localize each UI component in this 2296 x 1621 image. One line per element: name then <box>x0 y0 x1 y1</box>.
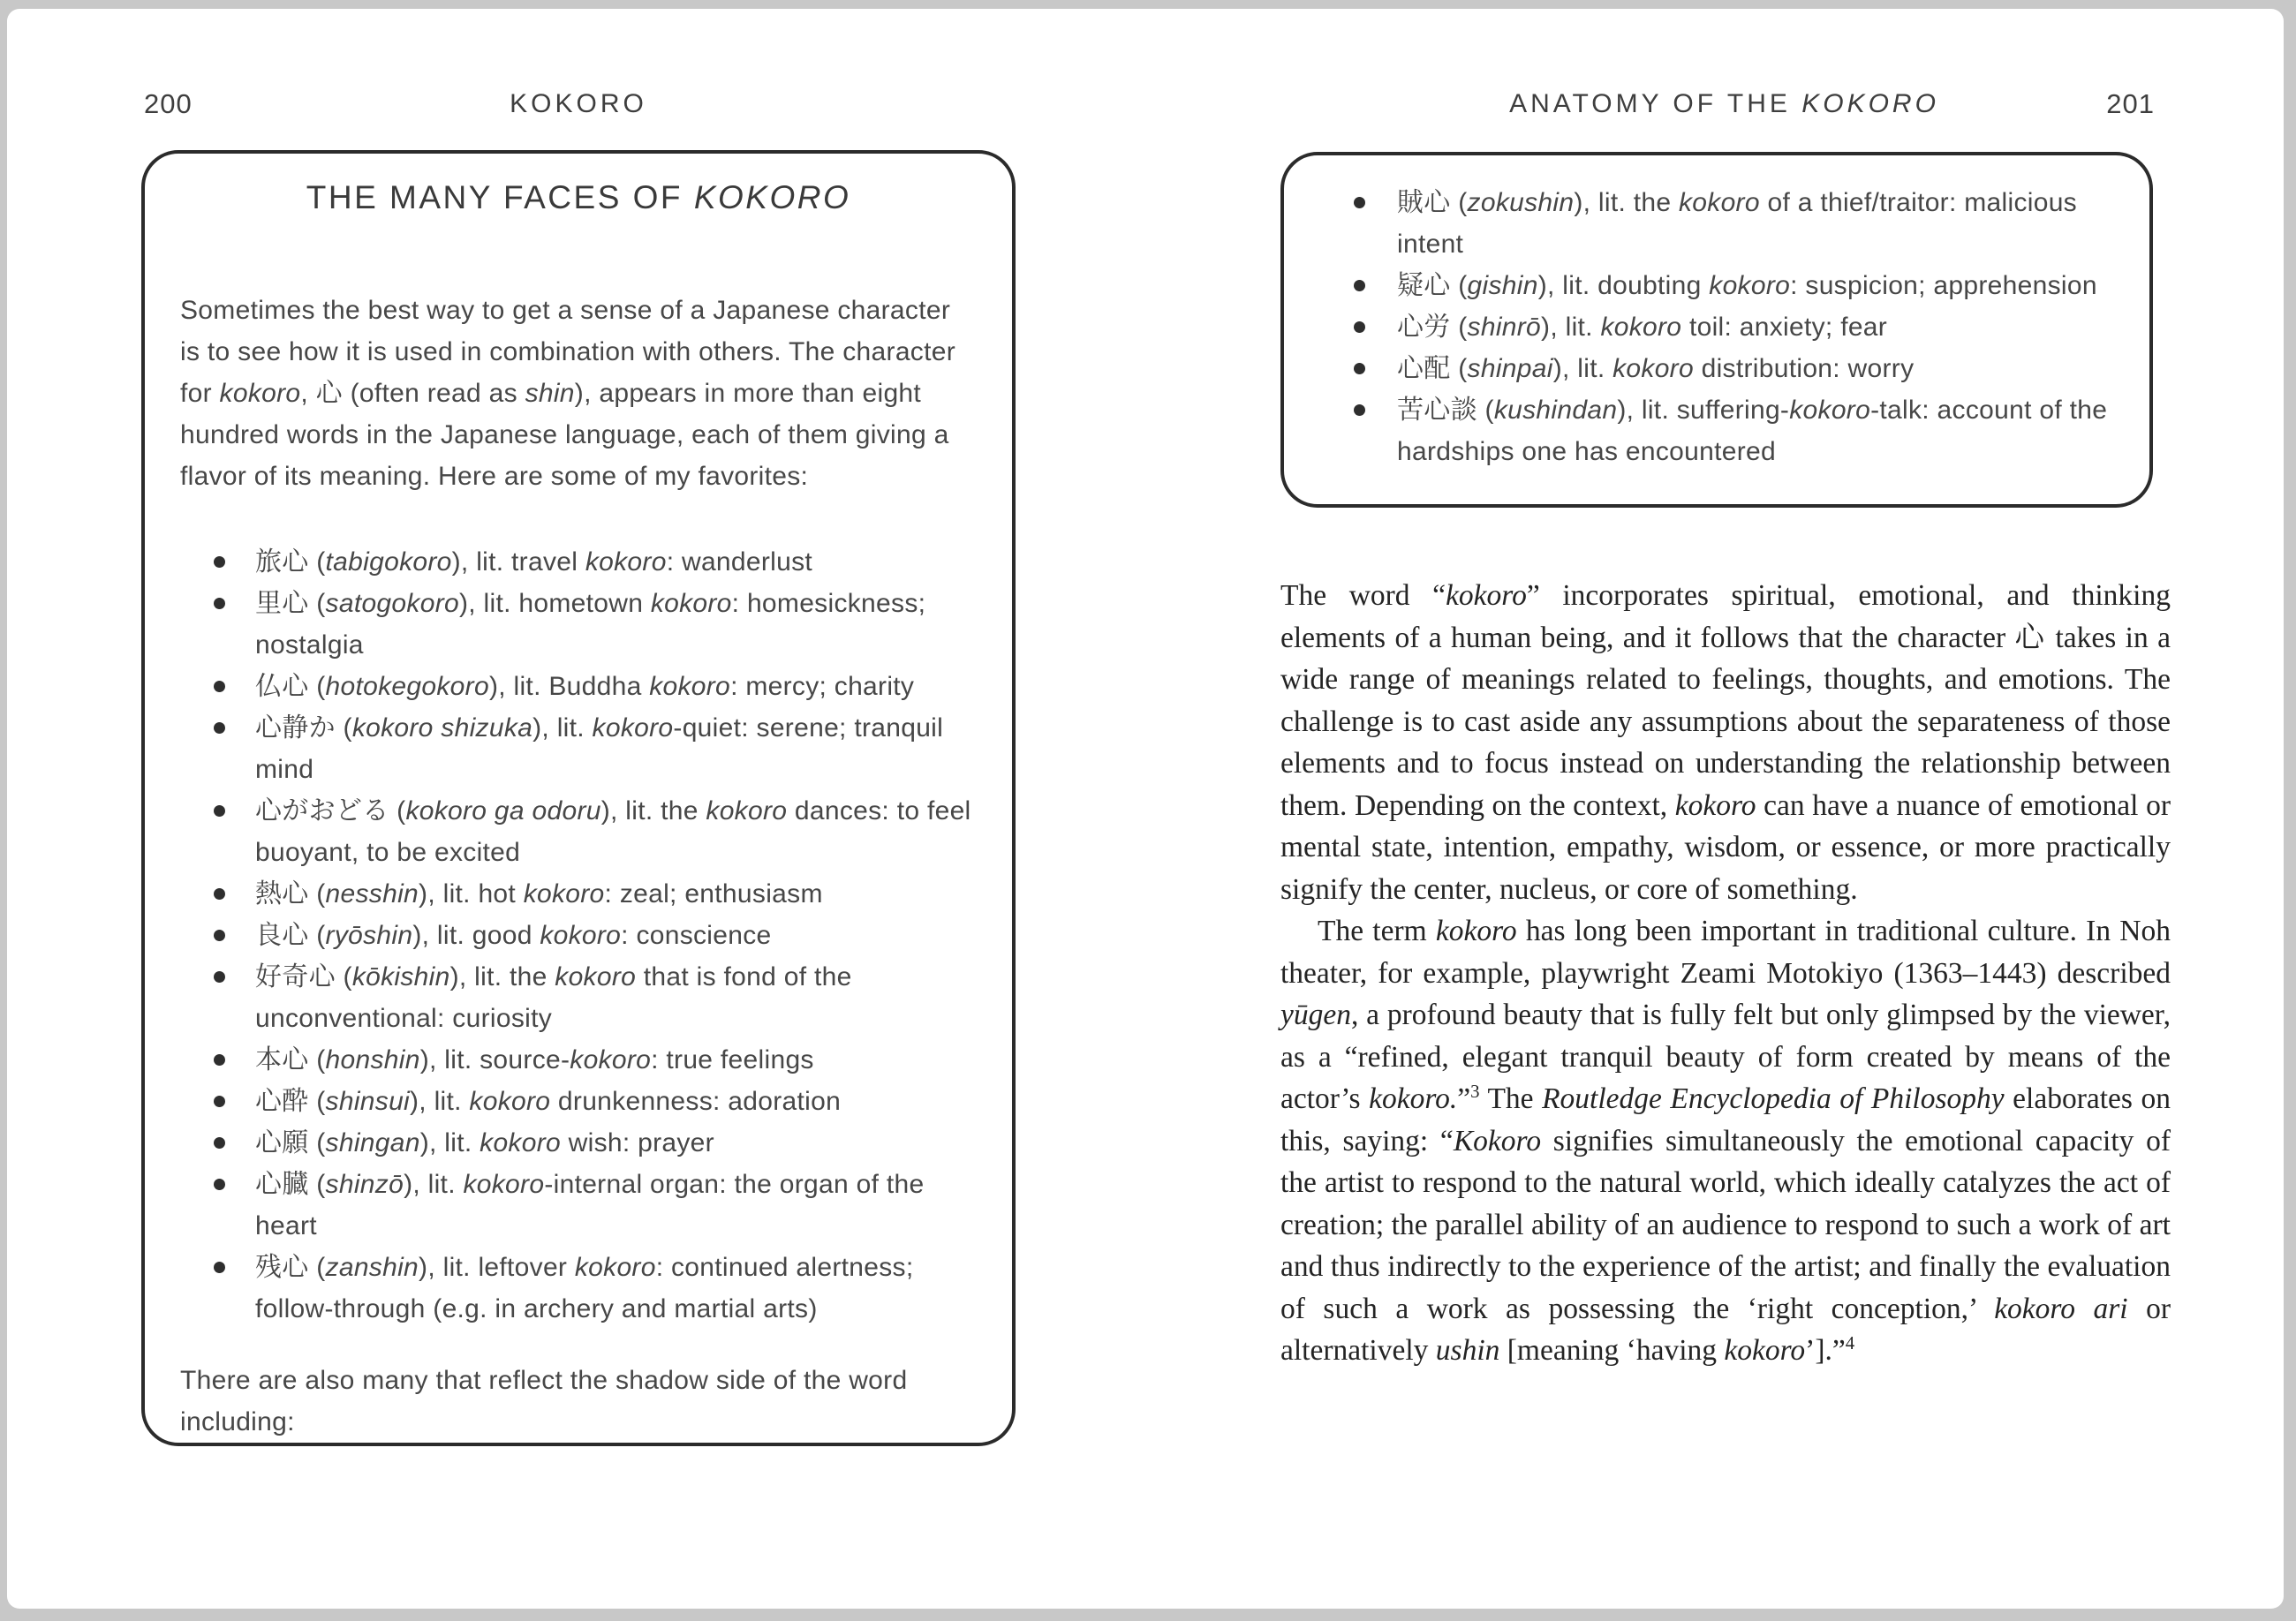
many-faces-box <box>141 150 1016 1446</box>
page-number-right: 201 <box>2106 88 2155 119</box>
body-text <box>1280 575 2171 1372</box>
kokoro-word-item: 心臓 (shinzō), lit. kokoro-internal organ: the organ of the heart <box>180 1164 977 1247</box>
kokoro-word-item: 旅心 (tabigokoro), lit. travel kokoro: wanderlust <box>180 541 977 583</box>
kokoro-word-item: 心願 (shingan), lit. kokoro wish: prayer <box>180 1122 977 1164</box>
shadow-word-item: 賊心 (zokushin), lit. the kokoro of a thief/traitor: malicious intent <box>1325 182 2118 265</box>
kokoro-words-list <box>180 541 977 1330</box>
kokoro-word-item: 好奇心 (kōkishin), lit. the kokoro that is fond of the unconventional: curiosity <box>180 956 977 1039</box>
kokoro-word-item: 心がおどる (kokoro ga odoru), lit. the kokoro dances: to feel buoyant, to be excited <box>180 790 977 873</box>
shadow-word-item: 心労 (shinrō), lit. kokoro toil: anxiety; fear <box>1325 306 2118 348</box>
shadow-words-box <box>1280 152 2153 508</box>
intro-paragraph: Sometimes the best way to get a sense of a Japanese character is to see how it is used in combination with others. The character for kokoro, 心 (often read as shin), appears in more than eight hundred words in the Japanese language, each of them giving a flavor of its meaning. Here are some of my favorites: <box>180 296 956 491</box>
box-title: THE MANY FACES OF KOKORO <box>306 179 851 215</box>
page-number-left: 200 <box>144 88 193 119</box>
kokoro-word-item: 良心 (ryōshin), lit. good kokoro: conscience <box>180 915 977 956</box>
kokoro-word-item: 里心 (satogokoro), lit. hometown kokoro: homesickness; nostalgia <box>180 583 977 666</box>
running-header-right: ANATOMY OF THE KOKORO <box>1509 89 1939 118</box>
kokoro-word-item: 心酔 (shinsui), lit. kokoro drunkenness: adoration <box>180 1081 977 1122</box>
kokoro-word-item: 熱心 (nesshin), lit. hot kokoro: zeal; enthusiasm <box>180 873 977 915</box>
shadow-words-list <box>1325 182 2118 472</box>
kokoro-word-item: 仏心 (hotokegokoro), lit. Buddha kokoro: mercy; charity <box>180 666 977 707</box>
kokoro-word-item: 心静か (kokoro shizuka), lit. kokoro-quiet: serene; tranquil mind <box>180 707 977 790</box>
kokoro-word-item: 本心 (honshin), lit. source-kokoro: true feelings <box>180 1039 977 1081</box>
running-header-left: KOKORO <box>510 89 647 118</box>
shadow-side-intro: There are also many that reflect the shadow side of the word including: <box>180 1366 908 1436</box>
kokoro-word-item: 残心 (zanshin), lit. leftover kokoro: continued alertness; follow-through (e.g. in archery and martial arts) <box>180 1247 977 1330</box>
body-paragraph-2: The term kokoro has long been important in traditional culture. In Noh theater, for example, playwright Zeami Motokiyo (1363–1443) described yūgen, a profound beauty that is fully felt but only glimpsed by the viewer, as a “refined, elegant tranquil beauty of form created by means of the actor’s kokoro.”$^3$ The Routledge Encyclopedia of Philosophy elaborates on this, saying: “Kokoro signifies simultaneously the emotional capacity of the artist to respond to the natural world, which ideally catalyzes the act of creation; the parallel ability of an audience to respond to such a work of art and thus indirectly to the experience of the artist; and finally the evaluation of such a work as possessing the ‘right conception,’ kokoro ari or alternatively ushin [meaning ‘having kokoro’].”$^4$ <box>1280 915 2171 1367</box>
body-paragraph-1: The word “kokoro” incorporates spiritual, emotional, and thinking elements of a human being, and it follows that the character 心 takes in a wide range of meanings related to feelings, thoughts, and emotions. The challenge is to cast aside any assumptions about the separateness of those elements and to focus instead on understanding the relationship between them. Depending on the context, kokoro can have a nuance of emotional or mental state, intention, empathy, wisdom, or essence, or more practically signify the center, nucleus, or core of something. <box>1280 579 2171 906</box>
shadow-word-item: 疑心 (gishin), lit. doubting kokoro: suspicion; apprehension <box>1325 265 2118 306</box>
shadow-word-item: 苦心談 (kushindan), lit. suffering-kokoro-talk: account of the hardships one has encountered <box>1325 389 2118 472</box>
shadow-word-item: 心配 (shinpai), lit. kokoro distribution: worry <box>1325 348 2118 389</box>
